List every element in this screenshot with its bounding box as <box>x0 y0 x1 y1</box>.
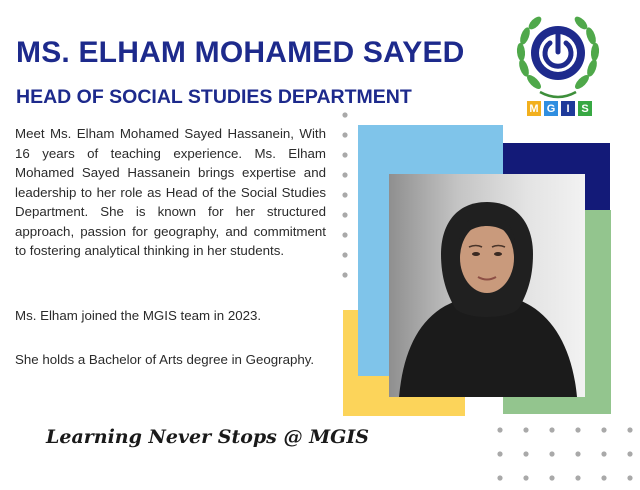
bio-paragraph-intro: Meet Ms. Elham Mohamed Sayed Hassanein, With 16 years of teaching experience. Ms. Elham Mohamed Sayed Hassanein brings expertise and leadership to her role as Head of the Social Studies Department. She is known for her structured approach, passion for geography, and commitment to fostering analytical thinking in her students. <box>15 126 326 258</box>
decor-dot <box>627 451 632 456</box>
decor-dot <box>575 451 580 456</box>
decor-dot <box>627 427 632 432</box>
decor-dot <box>523 451 528 456</box>
teacher-name: MS. ELHAM MOHAMED SAYED <box>16 36 465 69</box>
tagline: Learning Never Stops @ MGIS <box>46 426 369 448</box>
decor-dot <box>575 427 580 432</box>
decor-dot <box>575 475 580 480</box>
bio-paragraph-joined: Ms. Elham joined the MGIS team in 2023. <box>15 308 262 323</box>
logo-letters <box>527 101 592 116</box>
teacher-portrait <box>389 174 585 397</box>
decor-dot <box>601 475 606 480</box>
dot-pattern-bottom <box>488 418 638 490</box>
decor-dot <box>523 475 528 480</box>
decor-dot <box>497 475 502 480</box>
decor-dot <box>549 451 554 456</box>
bio-paragraph-degree: She holds a Bachelor of Arts degree in Geography. <box>15 352 315 367</box>
decor-dot <box>601 451 606 456</box>
decor-dot <box>627 475 632 480</box>
logo-letter-i: I <box>561 101 575 116</box>
decor-dot <box>601 427 606 432</box>
decor-dot <box>497 427 502 432</box>
decor-dot <box>549 427 554 432</box>
logo-letter-m: M <box>527 101 541 116</box>
decor-dot <box>549 475 554 480</box>
decor-dot <box>497 451 502 456</box>
logo-letter-g: G <box>544 101 558 116</box>
teacher-role: HEAD OF SOCIAL STUDIES DEPARTMENT <box>16 86 412 108</box>
decor-dot <box>523 427 528 432</box>
portrait-illustration <box>389 174 585 397</box>
dot-pattern-top <box>336 108 356 298</box>
logo-letter-s: S <box>578 101 592 116</box>
